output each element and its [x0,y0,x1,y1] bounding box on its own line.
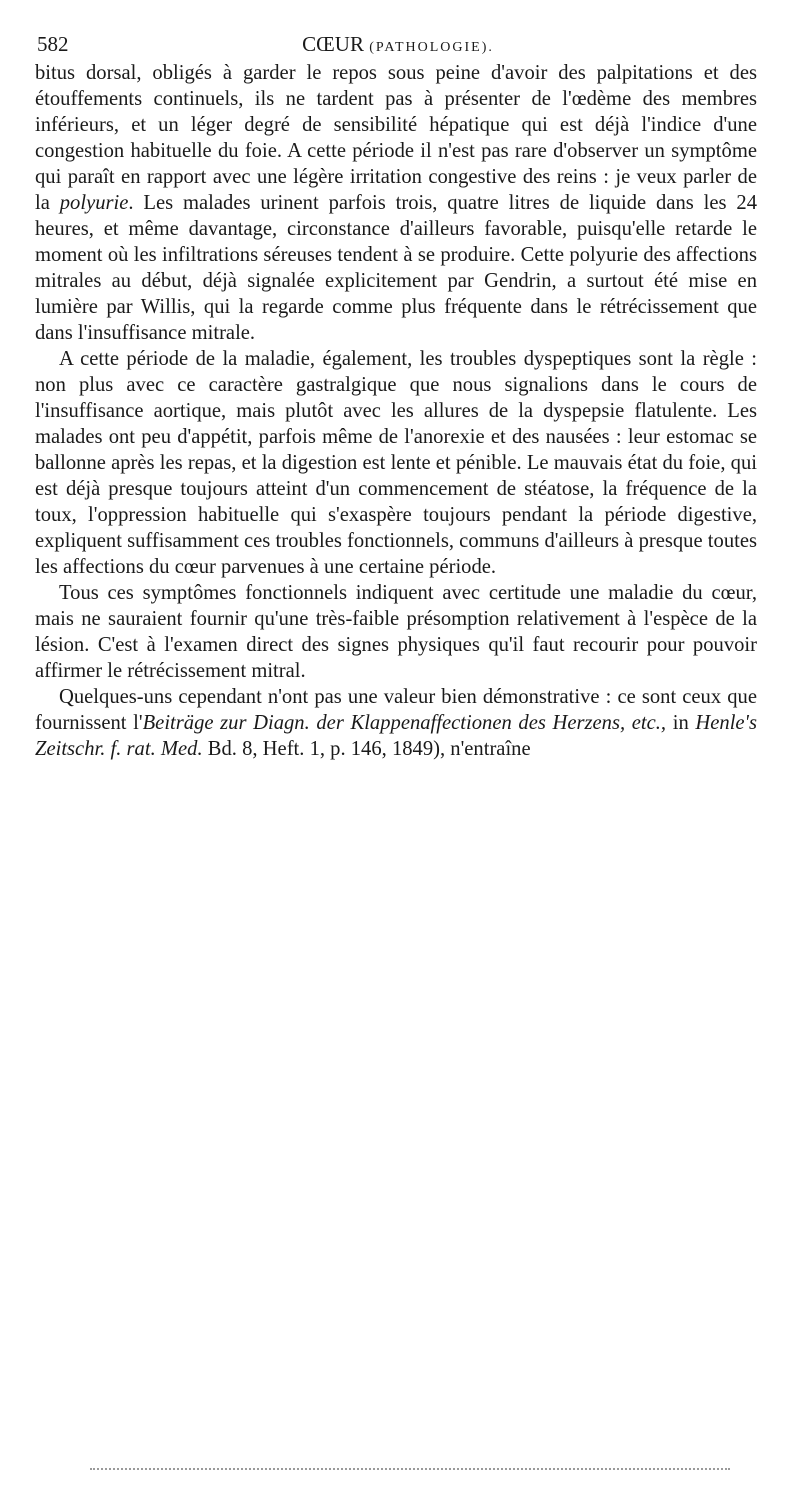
italic-term: Henle's Zeitschr. f. rat. Med. [35,712,757,760]
page-header [37,32,759,62]
italic-term: Beiträge zur Diagn. der Klappenaffectionen des Herzens, etc., [142,712,667,734]
running-title-main: CŒUR [302,32,364,56]
italic-term: polyurie [59,192,129,214]
paragraph-4: Quelques-uns cependant n'ont pas une valeur bien démonstrative : ce sont ceux que fournissent l'Beiträge zur Diagn. der Klappenaffectionen des Herzens, etc., in Henle's Zeitschr. f. rat. Med. Bd. 8, Heft. 1, p. 146, 1849), n'entraîne [35,686,757,760]
paragraph-1: bitus dorsal, obligés à garder le repos sous peine d'avoir des palpitations et des étouffements continuels, ils ne tardent pas à présenter de l'œdème des membres inférieurs, et un léger degré de sensibilité hépatique qui est déjà l'indice d'une congestion habituelle du foie. A cette période il n'est pas rare d'observer un symptôme qui paraît en rapport avec une légère irritation congestive des reins : je veux parler de la polyurie. Les malades urinent parfois trois, quatre litres de liquide dans les 24 heures, et même davantage, circonstance d'ailleurs favorable, puisqu'elle retarde le moment où les infiltrations séreuses tendent à se produire. Cette polyurie des affections mitrales au début, déjà signalée explicitement par Gendrin, a surtout été mise en lumière par Willis, qui la regarde comme plus fréquente dans le rétrécissement que dans l'insuffisance mitrale. [35,62,758,344]
footer-dotted-rule [90,1468,730,1470]
paragraph-2: A cette période de la maladie, également, les troubles dyspeptiques sont la règle : non plus avec ce caractère gastralgique que nous signalions dans le cours de l'insuffisance aortique, mais plutôt avec les allures de la dyspepsie flatulente. Les malades ont peu d'appétit, parfois même de l'anorexie et des nausées : leur estomac se ballonne après les repas, et la digestion est lente et pénible. Le mauvais état du foie, qui est déjà presque toujours atteint d'un commencement de stéatose, la fréquence de la toux, l'oppression habituelle qui s'exaspère toujours pendant la période digestive, expliquent suffisamment ces troubles fonctionnels, communs d'ailleurs à presque toutes les affections du cœur parvenues à une certaine période. [35,348,757,578]
running-title-section: (PATHOLOGIE). [369,40,494,55]
paragraph-3: Tous ces symptômes fonctionnels indiquent avec certitude une maladie du cœur, mais ne sauraient fournir qu'une très-faible présomption relativement à l'espèce de la lésion. C'est à l'examen direct des signes physiques qu'il faut recourir pour pouvoir affirmer le rétrécissement mitral. [35,582,757,682]
page-number: 582 [37,32,69,56]
body-text [35,60,757,762]
running-title [37,32,759,57]
